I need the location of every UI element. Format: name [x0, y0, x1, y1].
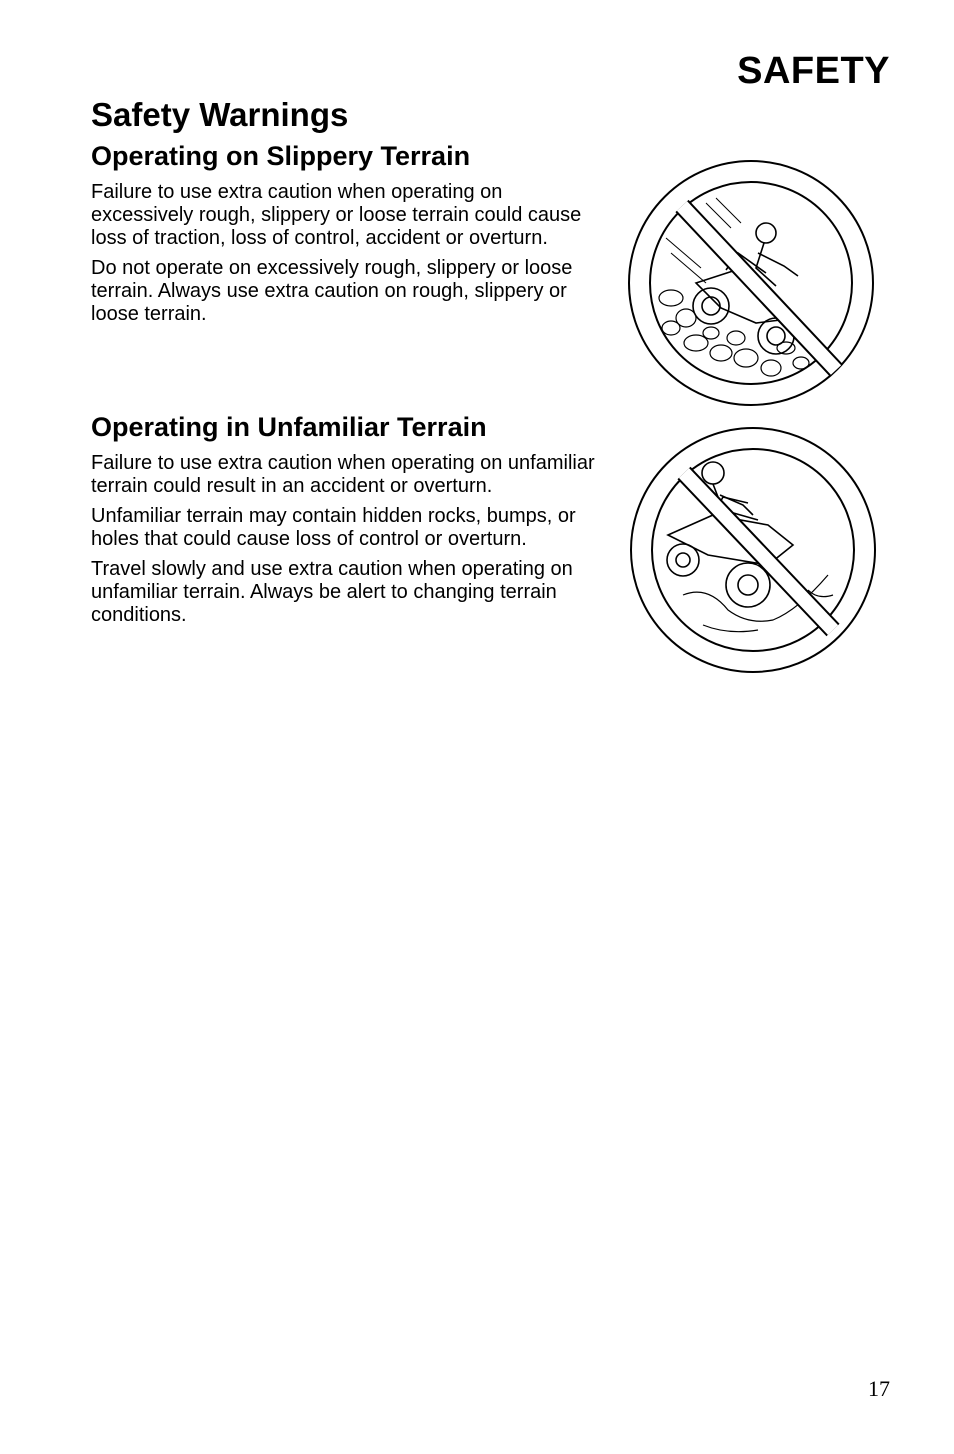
no-atv-unfamiliar-terrain-icon: [628, 425, 878, 675]
section-heading: Operating on Slippery Terrain: [91, 141, 471, 171]
page-number: 17: [868, 1376, 890, 1401]
paragraph: Travel slowly and use extra caution when operating on unfamiliar terrain. Always be alert to changing terrain conditions.: [91, 558, 573, 626]
section-slippery-terrain: [91, 139, 606, 333]
section-heading: Operating in Unfamiliar Terrain: [91, 412, 487, 442]
paragraph: Failure to use extra caution when operating on unfamiliar terrain could result in an accident or overturn.: [91, 452, 595, 497]
paragraph: Failure to use extra caution when operating on excessively rough, slippery or loose terrain could cause loss of traction, loss of control, accident or overturn.: [91, 181, 582, 249]
section-header: SAFETY: [737, 50, 890, 92]
paragraph: Do not operate on excessively rough, slippery or loose terrain. Always use extra caution on rough, slippery or loose terrain.: [91, 257, 573, 325]
no-atv-slippery-terrain-icon: [626, 158, 876, 408]
section-unfamiliar-terrain: [91, 410, 606, 634]
paragraph: Unfamiliar terrain may contain hidden rocks, bumps, or holes that could cause loss of control or overturn.: [91, 505, 576, 550]
page-title: Safety Warnings: [91, 96, 349, 133]
